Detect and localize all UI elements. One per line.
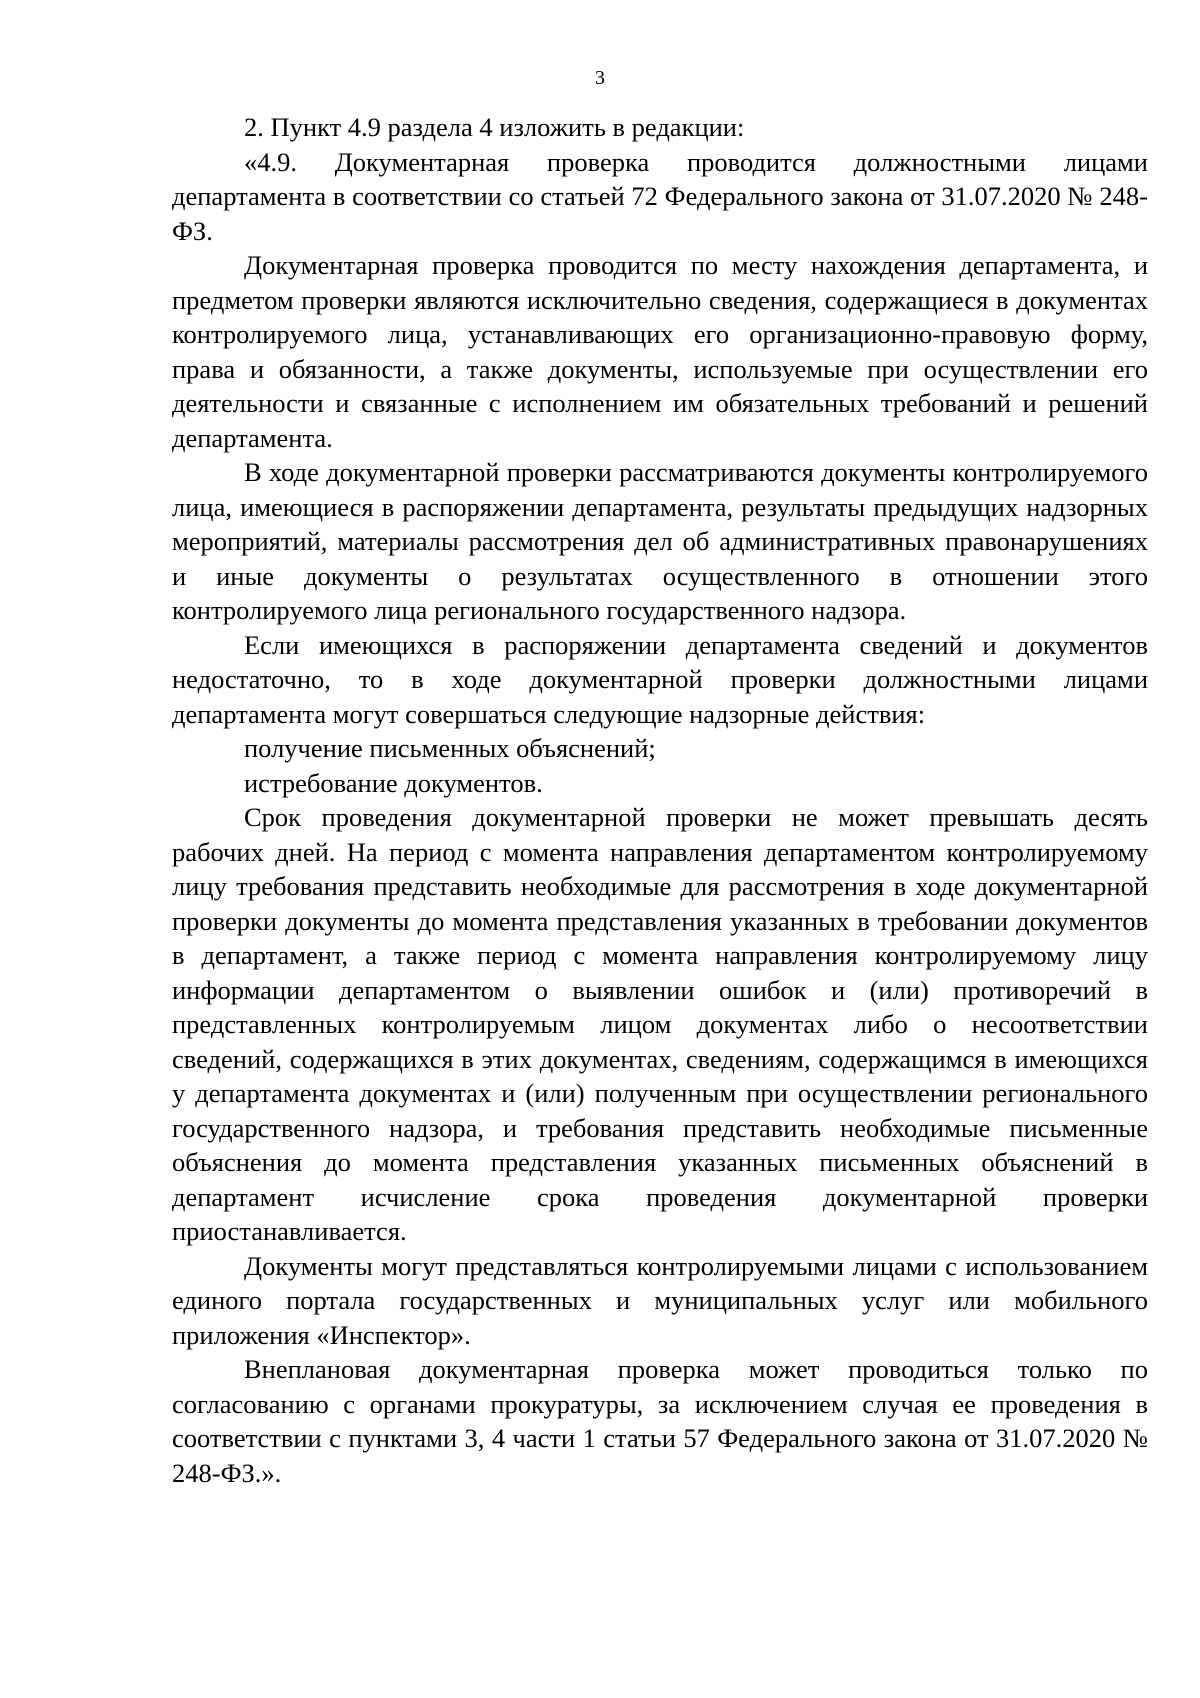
- paragraph-inspection-subject: Документарная проверка проводится по месту нахождения департамента, и предметом проверки являются исключительно сведения, содержащиеся в документах контролируемого лица, устанавливающих его организационно-правовую форму, права и обязанности, а также документы, используемые при осуществлении его деятельности и связанные с исполнением им обязательных требований и решений департамента.: [172, 250, 1148, 453]
- document-body: [172, 110, 1148, 1490]
- page-number: 3: [595, 67, 605, 89]
- list-item-document-request: истребование документов.: [244, 767, 543, 798]
- list-item-written-explanations: получение письменных объяснений;: [244, 733, 656, 763]
- paragraph-documents-reviewed: В ходе документарной проверки рассматриваются документы контролируемого лица, имеющиеся в распоряжении департамента, результаты предыдущих надзорных мероприятий, материалы рассмотрения дел об административных правонарушениях и иные документы о результатах осуществленного в отношении этого контролируемого лица регионального государственного надзора.: [172, 457, 1148, 625]
- paragraph-inspection-term: Срок проведения документарной проверки не может превышать десять рабочих дней. На период с момента направления департаментом контролируемому лицу требования представить необходимые для рассмотрения в ходе документарной проверки документы до момента представления указанных в требовании документов в департамент, а также период с момента направления контролируемому лицу информации департаментом о выявлении ошибок и (или) противоречий в представленных контролируемым лицом документах либо о несоответствии сведений, содержащихся в этих документах, сведениям, содержащимся в имеющихся у департамента документах и (или) полученным при осуществлении регионального государственного надзора, и требования представить необходимые письменные объяснения до момента представления указанных письменных объяснений в департамент исчисление срока проведения документарной проверки приостанавливается.: [172, 802, 1148, 1246]
- paragraph-document-submission: Документы могут представляться контролируемыми лицами с использованием единого портала государственных и муниципальных услуг или мобильного приложения «Инспектор».: [172, 1250, 1148, 1350]
- paragraph-unscheduled-inspection: Внеплановая документарная проверка может проводиться только по согласованию с органами прокуратуры, за исключением случая ее проведения в соответствии с пунктами 3, 4 части 1 статьи 57 Федерального закона от 31.07.2020 № 248-ФЗ.».: [172, 1354, 1148, 1488]
- paragraph-clause-4-9: «4.9. Документарная проверка проводится должностными лицами департамента в соответствии со статьей 72 Федерального закона от 31.07.2020 № 248-ФЗ.: [172, 146, 1148, 246]
- paragraph-insufficient-info: Если имеющихся в распоряжении департамента сведений и документов недостаточно, то в ходе документарной проверки должностными лицами департамента могут совершаться следующие надзорные действия:: [172, 629, 1148, 729]
- paragraph-amendment-intro: 2. Пункт 4.9 раздела 4 изложить в редакции:: [244, 112, 745, 142]
